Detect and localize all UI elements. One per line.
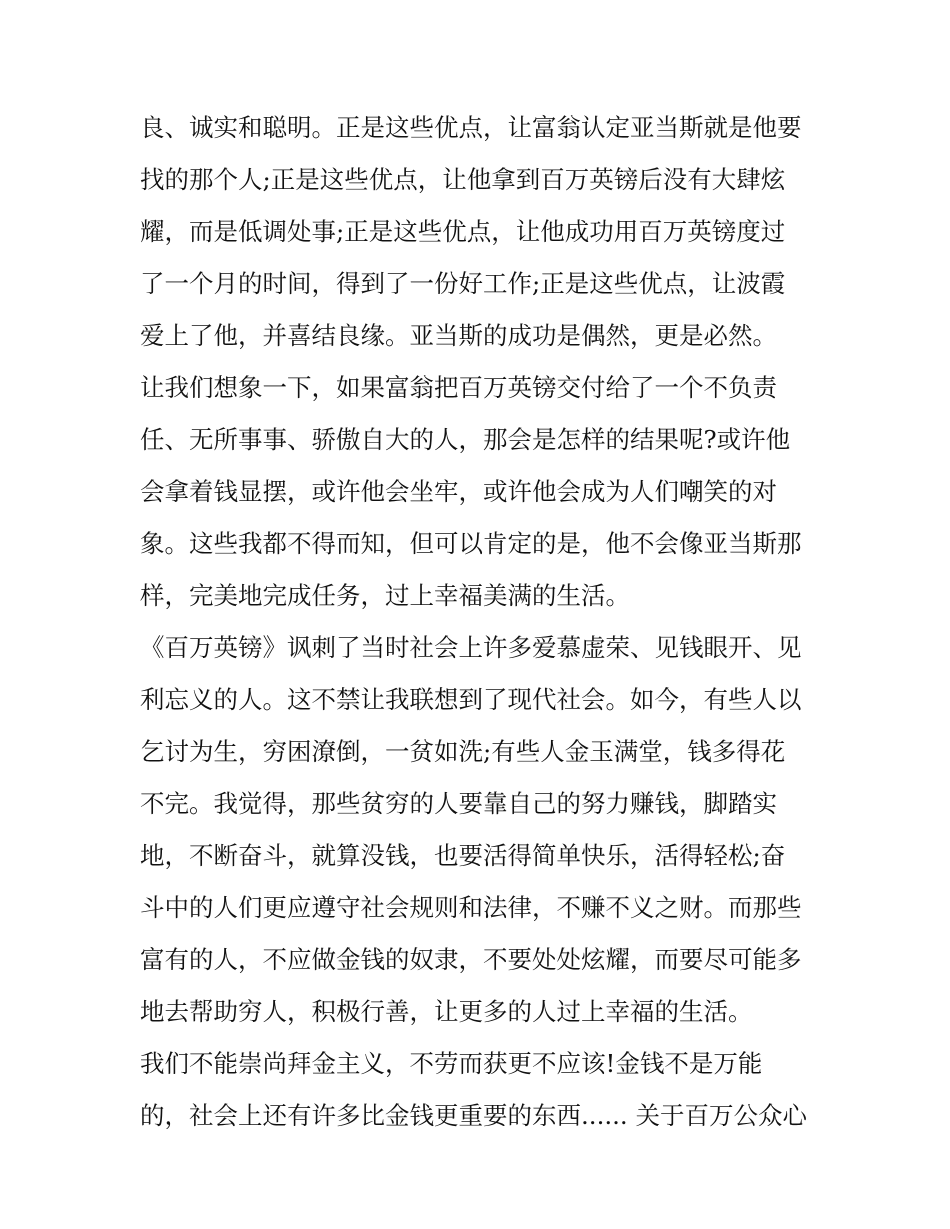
body-text [140, 102, 820, 1142]
text-line: 良、诚实和聪明。正是这些优点，让富翁认定亚当斯就是他要 [140, 113, 802, 142]
text-line: 《百万英镑》讽刺了当时社会上许多爱慕虚荣、见钱眼开、见 [140, 633, 802, 662]
text-line: 的，社会上还有许多比金钱更重要的东西...... 关于百万公众心 [140, 1101, 808, 1130]
text-line: 利忘义的人。这不禁让我联想到了现代社会。如今，有些人以 [140, 685, 802, 714]
text-line: 样，完美地完成任务，过上幸福美满的生活。 [140, 581, 630, 610]
text-line: 乞讨为生，穷困潦倒，一贫如洗;有些人金玉满堂，钱多得花 [140, 737, 786, 766]
text-line: 富有的人，不应做金钱的奴隶，不要处处炫耀，而要尽可能多 [140, 945, 802, 974]
text-line: 了一个月的时间，得到了一份好工作;正是这些优点，让波霞 [140, 269, 786, 298]
text-line: 任、无所事事、骄傲自大的人，那会是怎样的结果呢?或许他 [140, 425, 791, 454]
text-line: 爱上了他，并喜结良缘。亚当斯的成功是偶然，更是必然。 [140, 321, 777, 350]
text-line: 会拿着钱显摆，或许他会坐牢，或许他会成为人们嘲笑的对 [140, 477, 777, 506]
text-line: 耀，而是低调处事;正是这些优点，让他成功用百万英镑度过 [140, 217, 786, 246]
text-line: 地去帮助穷人，积极行善，让更多的人过上幸福的生活。 [140, 997, 753, 1026]
text-line: 象。这些我都不得而知，但可以肯定的是，他不会像亚当斯那 [140, 529, 802, 558]
text-line: 地，不断奋斗，就算没钱，也要活得简单快乐，活得轻松;奋 [140, 841, 786, 870]
text-line: 不完。我觉得，那些贫穷的人要靠自己的努力赚钱，脚踏实 [140, 789, 777, 818]
text-line: 斗中的人们更应遵守社会规则和法律，不赚不义之财。而那些 [140, 893, 802, 922]
text-line: 让我们想象一下，如果富翁把百万英镑交付给了一个不负责 [140, 373, 777, 402]
text-line: 找的那个人;正是这些优点，让他拿到百万英镑后没有大肆炫 [140, 165, 786, 194]
text-line: 我们不能崇尚拜金主义，不劳而获更不应该!金钱不是万能 [140, 1049, 763, 1078]
